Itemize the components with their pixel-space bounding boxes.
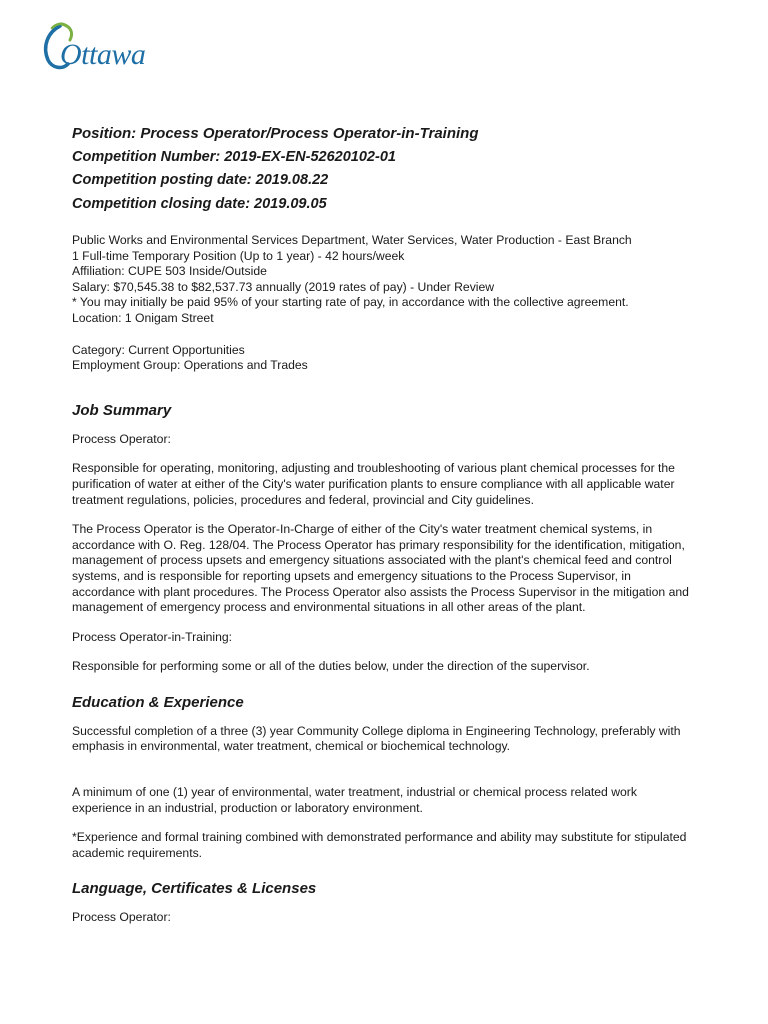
education-p3: *Experience and formal training combined with demonstrated performance and ability may substitute for stipulated academic requirements. <box>72 830 687 860</box>
affiliation-line: Affiliation: CUPE 503 Inside/Outside <box>72 264 267 279</box>
salary-line: Salary: $70,545.38 to $82,537.73 annually (2019 rates of pay) - Under Review <box>72 279 495 294</box>
job-summary-p3: The Process Operator is the Operator-In-Charge of either of the City's water treatment chemical systems, in accordance with O. Reg. 128/04. The Process Operator has primary responsibility for the identification, mitigation, management of process upsets and emergency situations associated with the plant's chemical feed and control systems, and is responsible for reporting upsets and emergency situations to the Process Supervisor, in accordance with plant procedures. The Process Operator also assists the Process Supervisor in the mitigation and management of emergency process and environmental situations in all other areas of the plant. <box>72 522 689 615</box>
category-line: Category: Current Opportunities <box>72 342 245 357</box>
position-details <box>72 233 692 327</box>
category-details <box>72 343 692 374</box>
posting-date: Competition posting date: 2019.08.22 <box>72 172 329 188</box>
job-summary-p5: Responsible for performing some or all of the duties below, under the direction of the supervisor. <box>72 659 590 674</box>
closing-date: Competition closing date: 2019.09.05 <box>72 195 327 212</box>
job-posting-content <box>72 122 692 926</box>
language-p1: Process Operator: <box>72 910 171 925</box>
job-summary-heading: Job Summary <box>72 401 172 419</box>
job-summary-p2: Responsible for operating, monitoring, adjusting and troubleshooting of various plant chemical processes for the purification of water at either of the City's water purification plants to ensure compliance with all applicable water treatment regulations, policies, procedures and federal, provincial and City guidelines. <box>72 461 675 507</box>
language-heading: Language, Certificates & Licenses <box>72 880 317 898</box>
pay-note-line: * You may initially be paid 95% of your starting rate of pay, in accordance with the collective agreement. <box>72 295 629 310</box>
job-summary-p1: Process Operator: <box>72 431 171 446</box>
ottawa-logo-text: Ottawa <box>60 38 146 71</box>
job-summary-p4: Process Operator-in-Training: <box>72 629 233 644</box>
location-line: Location: 1 Onigam Street <box>72 310 214 325</box>
employment-group-line: Employment Group: Operations and Trades <box>72 358 308 373</box>
department-line: Public Works and Environmental Services Department, Water Services, Water Production - East Branch <box>72 233 632 247</box>
education-heading: Education & Experience <box>72 693 244 711</box>
competition-number: Competition Number: 2019-EX-EN-52620102-01 <box>72 148 396 165</box>
ottawa-logo <box>40 22 170 74</box>
position-title: Position: Process Operator/Process Operator-in-Training <box>72 125 479 142</box>
education-p2: A minimum of one (1) year of environmental, water treatment, industrial or chemical process related work experience in an industrial, production or laboratory environment. <box>72 785 637 815</box>
education-p1: Successful completion of a three (3) year Community College diploma in Engineering Technology, preferably with emphasis in environmental, water treatment, chemical or biochemical technology. <box>72 723 681 754</box>
position-type-line: 1 Full-time Temporary Position (Up to 1 year) - 42 hours/week <box>72 248 405 263</box>
